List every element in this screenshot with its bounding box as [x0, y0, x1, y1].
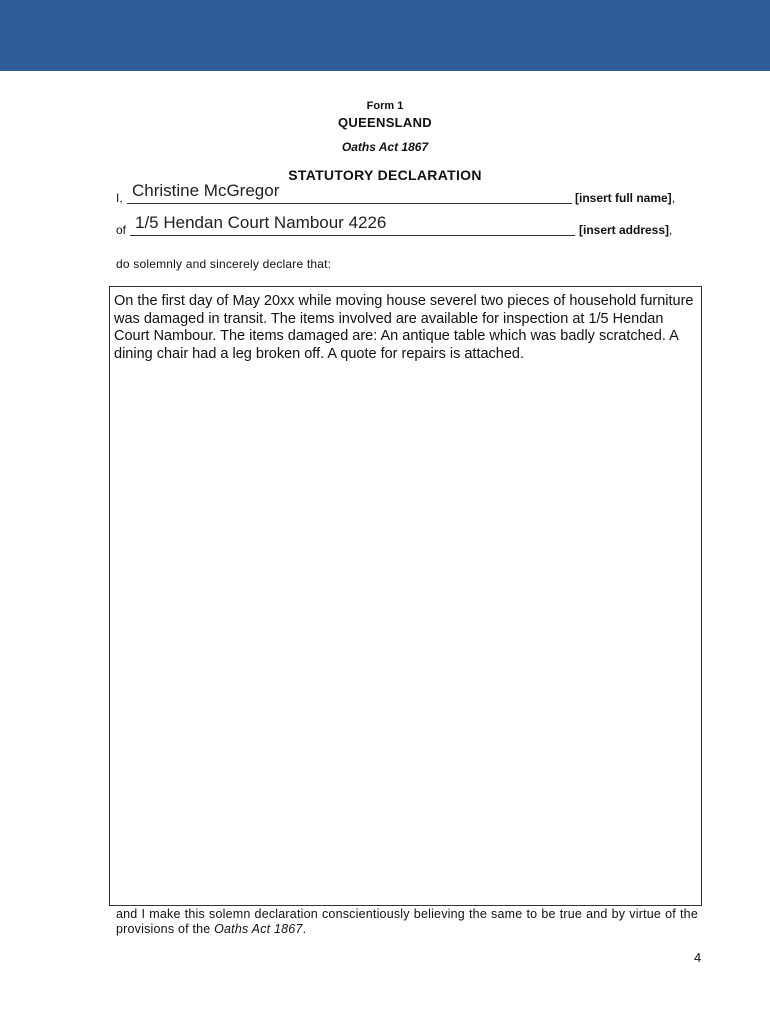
form-label: Form 1 — [366, 100, 404, 112]
name-prefix: I, — [116, 191, 123, 205]
full-name-row — [116, 181, 696, 207]
act-heading: Oaths Act 1867 — [341, 140, 429, 154]
address-hint: [insert address], — [579, 223, 673, 237]
address-field[interactable]: 1/5 Hendan Court Nambour 4226 — [135, 213, 387, 232]
declaration-box[interactable] — [109, 286, 702, 906]
full-name-field[interactable]: Christine McGregor — [132, 181, 280, 200]
document-title: STATUTORY DECLARATION — [288, 167, 482, 183]
full-name-hint: [insert full name], — [575, 191, 676, 205]
state-heading: QUEENSLAND — [337, 115, 432, 130]
address-prefix: of — [116, 223, 127, 237]
declaration-text[interactable]: On the first day of May 20xx while moving house severel two pieces of household furniture was damaged in transit. The items involved are available for inspection at 1/5 Hendan Court Nambour. The items damaged are: An antique table which was badly scratched. A dining chair had a leg broken off. A quote for repairs is attached. — [114, 293, 694, 362]
closing-act-name: Oaths Act 1867 — [214, 922, 303, 936]
page-number: 4 — [694, 950, 702, 965]
address-row — [116, 213, 696, 239]
full-name-underline — [127, 203, 572, 204]
header-banner — [0, 0, 770, 71]
address-underline — [130, 235, 575, 236]
declaration-intro: do solemnly and sincerely declare that: — [116, 257, 332, 271]
closing-statement: and I make this solemn declaration conscientiously believing the same to be true and by virtue of the provisions of the Oaths Act 1867. — [116, 907, 698, 936]
